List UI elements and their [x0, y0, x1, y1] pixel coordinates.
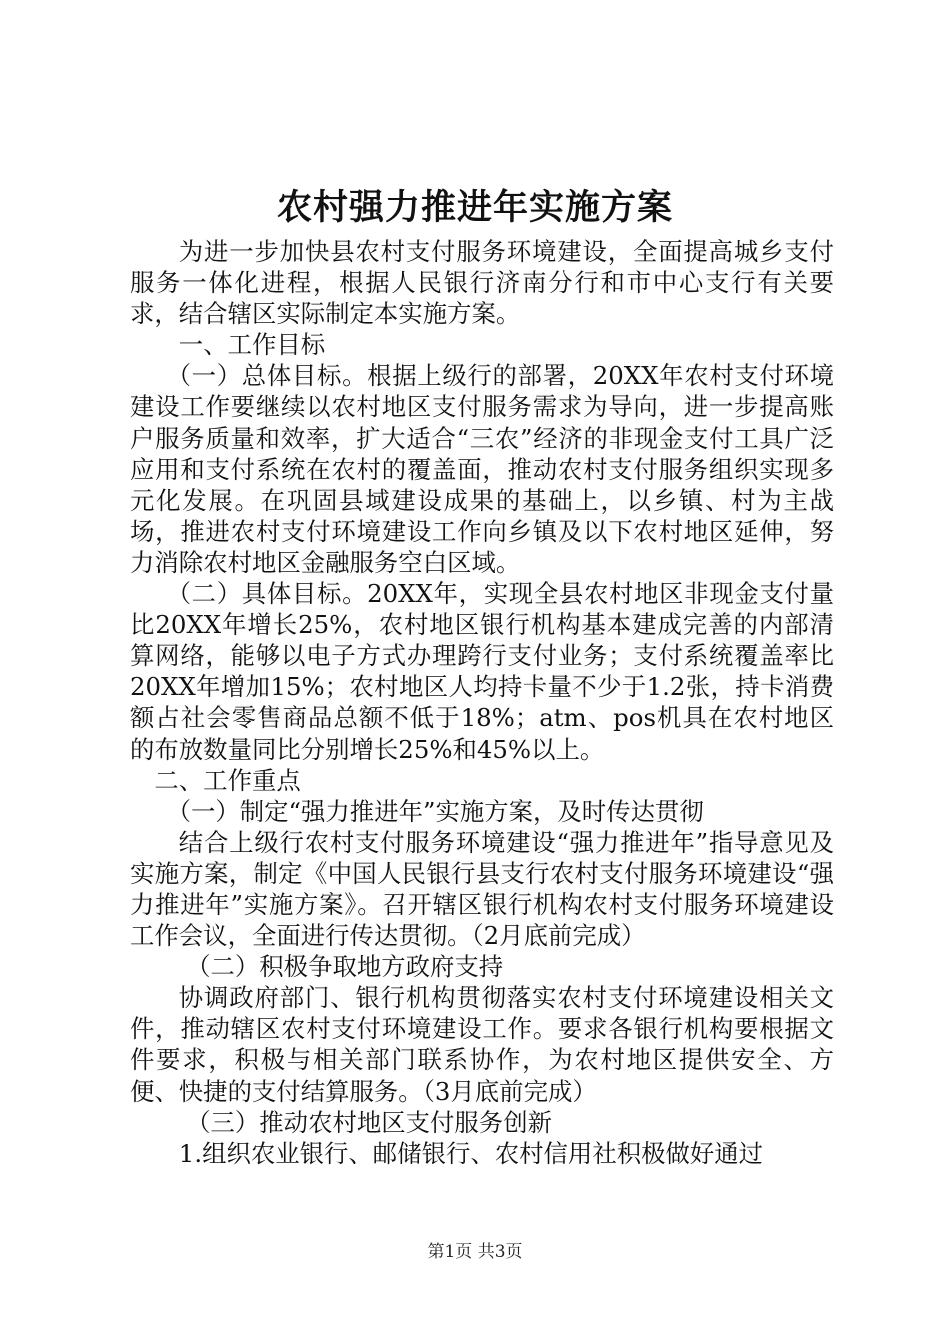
innovation-item-1: 1.组织农业银行、邮储银行、农村信用社积极做好通过	[178, 1138, 764, 1168]
subheading-plan: （一）制定“强力推进年”实施方案，及时传达贯彻	[166, 796, 704, 826]
document-body	[130, 236, 834, 1169]
plan-paragraph: 结合上级行农村支付服务环境建设“强力推进年”指导意见及实施方案，制定《中国人民银行县支行农村支付服务环境建设“强力推进年”实施方案》。召开辖区银行机构农村支付服务环境建设工作会议，全面进行传达贯彻。（2月底前完成）	[130, 827, 834, 951]
subheading-innovation: （三）推动农村地区支付服务创新	[186, 1107, 552, 1137]
government-support-paragraph: 协调政府部门、银行机构贯彻落实农村支付环境建设相关文件，推动辖区农村支付环境建设工作。要求各银行机构要根据文件要求，积极与相关部门联系协作，为农村地区提供安全、方便、快捷的支付结算服务。（3月底前完成）	[130, 983, 834, 1106]
overall-goal-paragraph: （一）总体目标。根据上级行的部署，20XX年农村支付环境建设工作要继续以农村地区支付服务需求为导向，进一步提高账户服务质量和效率，扩大适合“三农”经济的非现金支付工具广泛应用和支付系统在农村的覆盖面，推动农村支付服务组织实现多元化发展。在巩固县域建设成果的基础上，以乡镇、村为主战场，推进农村支付环境建设工作向乡镇及以下农村地区延伸，努力消除农村地区金融服务空白区域。	[130, 361, 834, 577]
subheading-government-support: （二）积极争取地方政府支持	[186, 952, 504, 982]
specific-goal-paragraph: （二）具体目标。20XX年，实现全县农村地区非现金支付量比20XX年增长25%，农村地区银行机构基本建成完善的内部清算网络，能够以电子方式办理跨行支付业务；支付系统覆盖率比20XX年增加15%；农村地区人均持卡量不少于1.2张，持卡消费额占社会零售商品总额不低于18%；atm、pos机具在农村地区的布放数量同比分别增长25%和45%以上。	[130, 579, 834, 764]
intro-paragraph: 为进一步加快县农村支付服务环境建设，全面提高城乡支付服务一体化进程，根据人民银行济南分行和市中心支行有关要求，结合辖区实际制定本实施方案。	[130, 237, 834, 329]
section-heading-goals: 一、工作目标	[178, 330, 326, 360]
document-title: 农村强力推进年实施方案	[276, 187, 673, 228]
section-heading-priorities: 二、工作重点	[154, 765, 301, 795]
page-number-footer: 第1页 共3页	[427, 1242, 523, 1262]
